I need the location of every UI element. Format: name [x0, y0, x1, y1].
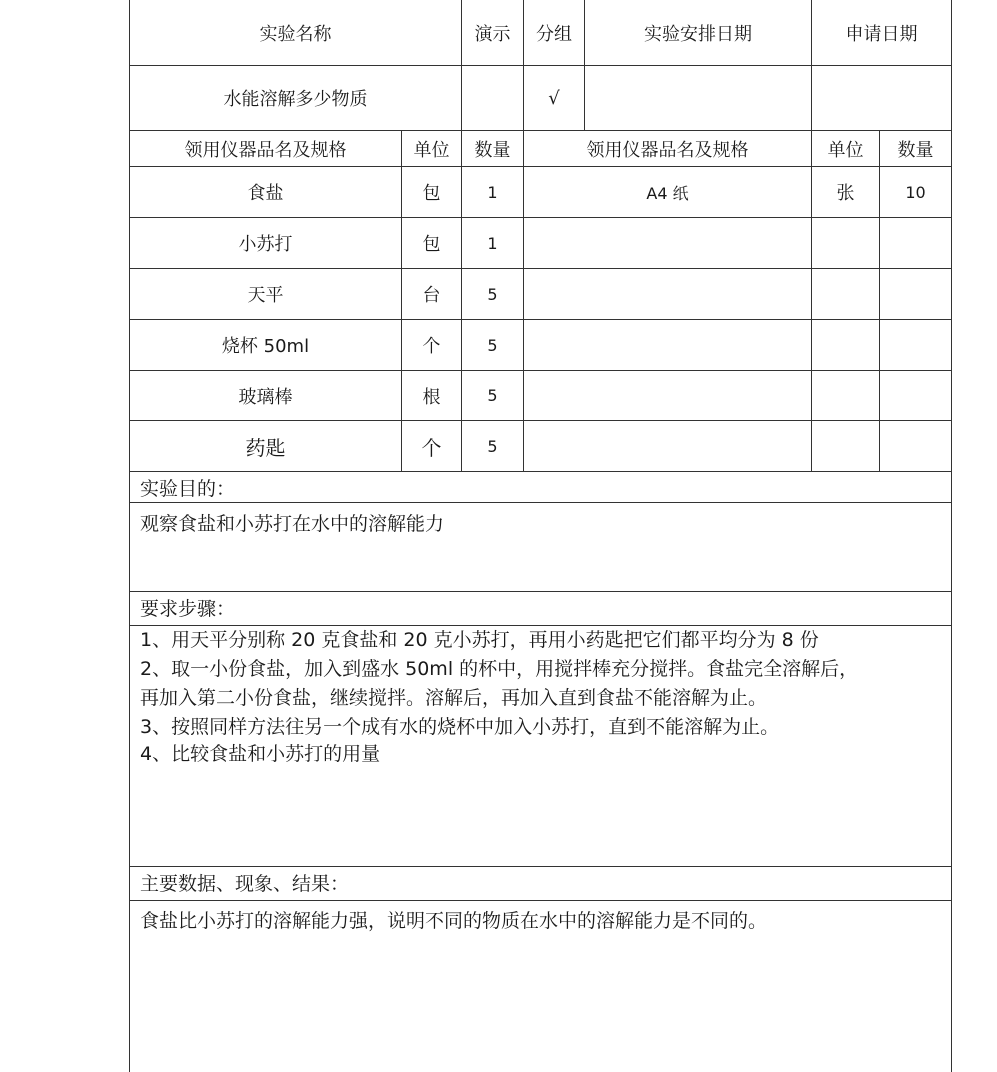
apply-date-value — [812, 66, 951, 130]
step-line: 再加入第二小份食盐，继续搅拌。溶解后，再加入直到食盐不能溶解为止。 — [140, 687, 768, 709]
steps-label: 要求步骤： — [140, 598, 236, 620]
results-label: 主要数据、现象、结果： — [140, 873, 350, 895]
equipment-qty-header-2: 数量 — [897, 139, 934, 161]
equipment-name-header: 领用仪器品名及规格 — [184, 139, 347, 161]
results-text: 食盐比小苏打的溶解能力强，说明不同的物质在水中的溶解能力是不同的。 — [140, 910, 768, 932]
equipment-unit-header: 单位 — [413, 139, 450, 161]
equipment-item-name: 天平 — [247, 285, 284, 306]
equipment-item-unit: 台 — [422, 285, 441, 306]
equipment-item-qty: 5 — [487, 284, 498, 304]
demo-value — [462, 66, 523, 130]
equipment-item-name: 药匙 — [245, 435, 286, 460]
experiment-name-value: 水能溶解多少物质 — [223, 89, 368, 110]
equipment-item-name: 食盐 — [247, 183, 284, 204]
grid-line — [129, 591, 952, 592]
purpose-label: 实验目的： — [140, 478, 236, 500]
equipment-item-qty: 5 — [487, 335, 498, 355]
equipment-item-unit-2: 张 — [836, 183, 855, 204]
equipment-item-unit: 包 — [422, 234, 441, 255]
purpose-text: 观察食盐和小苏打在水中的溶解能力 — [140, 513, 445, 535]
equipment-unit-header-2: 单位 — [827, 139, 864, 161]
equipment-qty-header: 数量 — [474, 139, 511, 161]
equipment-item-unit: 包 — [422, 183, 441, 204]
demo-label: 演示 — [474, 23, 511, 45]
experiment-name-label: 实验名称 — [259, 23, 332, 45]
grid-line — [129, 471, 952, 472]
step-line: 3、按照同样方法往另一个成有水的烧杯中加入小苏打，直到不能溶解为止。 — [140, 716, 780, 738]
equipment-item-name: 小苏打 — [238, 234, 293, 255]
equipment-item-qty-2: 10 — [905, 182, 926, 202]
schedule-date-label: 实验安排日期 — [644, 23, 752, 45]
schedule-date-value — [585, 66, 811, 130]
equipment-item-name: 烧杯 50ml — [221, 336, 310, 357]
grid-line — [129, 502, 952, 503]
group-label: 分组 — [536, 23, 572, 45]
equipment-item-unit: 根 — [422, 386, 441, 408]
equipment-item-qty: 5 — [487, 436, 498, 456]
step-line: 1、用天平分别称 20 克食盐和 20 克小苏打，再用小药匙把它们都平均分为 8 份 — [140, 629, 819, 651]
equipment-item-qty: 1 — [487, 233, 498, 253]
apply-date-label: 申请日期 — [845, 23, 918, 45]
equipment-item-qty: 5 — [487, 386, 498, 405]
table-border-right — [951, 0, 952, 1072]
equipment-item-unit: 个 — [422, 336, 441, 357]
equipment-item-qty: 1 — [487, 182, 498, 202]
equipment-item-name-2: A4 纸 — [646, 183, 689, 203]
equipment-item-name: 玻璃棒 — [238, 386, 293, 408]
grid-line — [129, 900, 952, 901]
grid-line — [129, 866, 952, 867]
equipment-name-header-2: 领用仪器品名及规格 — [586, 139, 749, 161]
step-line: 4、比较食盐和小苏打的用量 — [140, 743, 381, 765]
group-check-mark: √ — [548, 87, 560, 109]
step-line: 2、取一小份食盐，加入到盛水 50ml 的杯中，用搅拌棒充分搅拌。食盐完全溶解后， — [140, 658, 859, 680]
equipment-item-unit: 个 — [421, 435, 442, 460]
